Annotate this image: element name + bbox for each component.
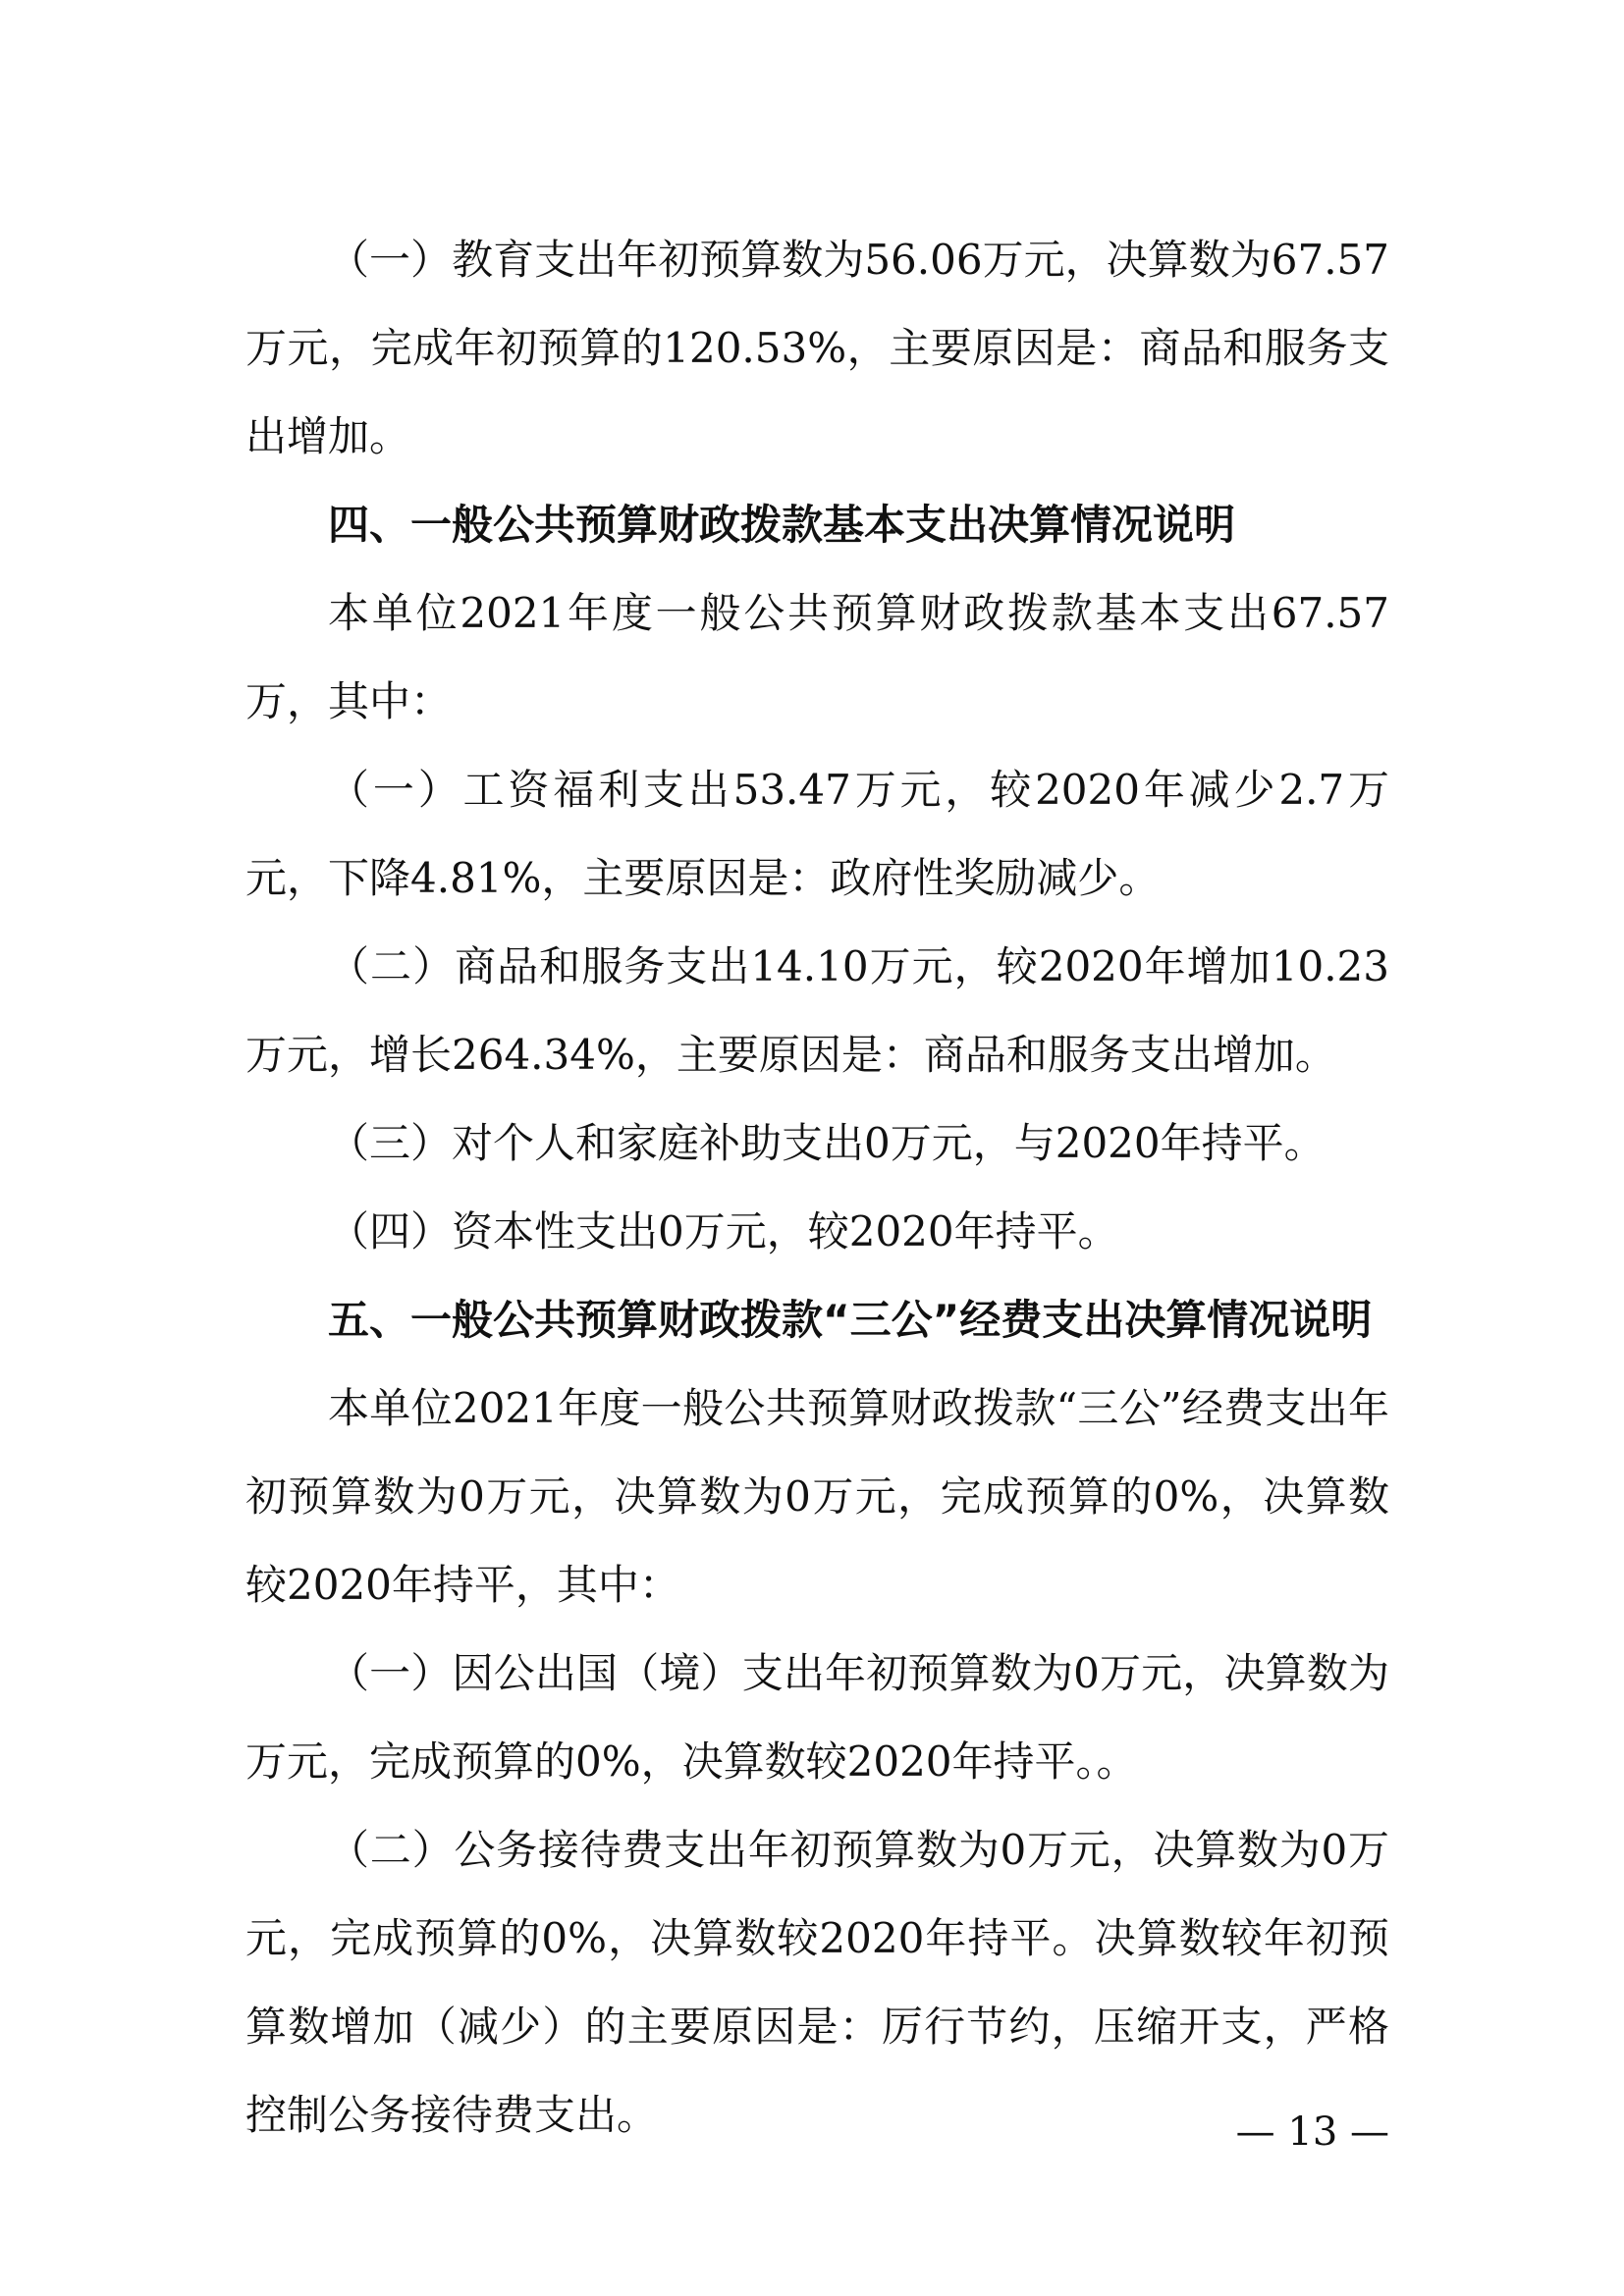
paragraph-household-subsidy: （三）对个人和家庭补助支出0万元，与2020年持平。: [328, 1119, 1326, 1167]
section-heading-basic-expenditure: 四、一般公共预算财政拨款基本支出决算情况说明: [328, 501, 1236, 549]
paragraph-wage-welfare: （一）工资福利支出53.47万元，较2020年减少2.7万元，下降4.81%，主要原因是：政府性奖励减少。: [245, 766, 1389, 902]
paragraph-official-reception: （二）公务接待费支出年初预算数为0万元，决算数为0万元，完成预算的0%，决算数较2020年持平。决算数较年初预算数增加（减少）的主要原因是：厉行节约，压缩开支，严格控制公务接待费支出。: [245, 1826, 1389, 2139]
section-heading-three-public: 五、一般公共预算财政拨款“三公”经费支出决算情况说明: [328, 1296, 1373, 1344]
paragraph-capital-expenditure: （四）资本性支出0万元，较2020年持平。: [328, 1207, 1119, 1255]
paragraph-basic-expenditure-summary: 本单位2021年度一般公共预算财政拨款基本支出67.57万，其中：: [245, 589, 1389, 725]
document-body: [245, 216, 1389, 2160]
paragraph-goods-services: （二）商品和服务支出14.10万元，较2020年增加10.23万元，增长264.34%，主要原因是：商品和服务支出增加。: [245, 942, 1389, 1079]
paragraph-education-expenditure: （一）教育支出年初预算数为56.06万元，决算数为67.57万元，完成年初预算的120.53%，主要原因是：商品和服务支出增加。: [245, 236, 1389, 460]
paragraph-three-public-summary: 本单位2021年度一般公共预算财政拨款“三公”经费支出年初预算数为0万元，决算数为0万元，完成预算的0%，决算数较2020年持平，其中：: [245, 1384, 1389, 1609]
paragraph-overseas-travel: （一）因公出国（境）支出年初预算数为0万元，决算数为万元，完成预算的0%，决算数较2020年持平。。: [245, 1649, 1389, 1786]
page-number: — 13 —: [1235, 2109, 1389, 2155]
